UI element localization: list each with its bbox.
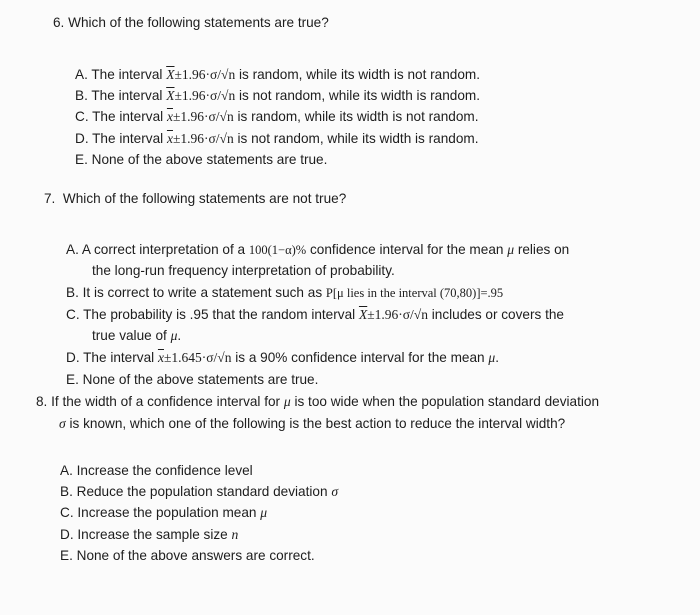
q8-line1-mu: μ [283, 394, 291, 409]
q8-question [36, 393, 599, 411]
q8-d-text: Increase the sample size [77, 527, 232, 542]
q7-e-letter: E. [66, 372, 79, 387]
q8-b-letter: B. [60, 484, 73, 499]
q8-option-a [60, 462, 253, 480]
q6-e-text: None of the above statements are true. [91, 152, 328, 167]
q7-number: 7. [44, 191, 56, 206]
q6-c-var: $\overline{x}$ [166, 109, 173, 124]
q6-c-post: is random, while its width is not random. [233, 109, 479, 124]
q7-d-var: $\overline{x}$ [157, 350, 164, 365]
q8-c-letter: C. [60, 505, 74, 520]
q6-a-var: $\overline{X}$ [166, 67, 175, 82]
q7-d-mu: μ [488, 350, 496, 365]
q6-e-letter: E. [75, 152, 88, 167]
q7-c-mu: μ [170, 328, 178, 343]
q6-d-letter: D. [75, 131, 89, 146]
q6-d-var: $\overline{x}$ [166, 131, 173, 146]
q7-c-var: $\overline{X}$ [358, 307, 368, 322]
q8-option-d [60, 526, 238, 544]
q6-a-pre: The interval [91, 67, 167, 82]
q8-line1a: If the width of a confidence interval for [51, 394, 284, 409]
q7-question [44, 190, 346, 208]
q7-b-text: It is correct to write a statement such as [82, 285, 326, 300]
q6-a-post: is random, while its width is not random. [235, 67, 481, 82]
q8-c-text: Increase the population mean [77, 505, 261, 520]
q7-a-mu: μ [507, 242, 515, 257]
q6-d-expr: ±1.96·σ/√n [172, 131, 234, 146]
q8-a-text: Increase the confidence level [76, 463, 253, 478]
q7-a-math: 100(1−α)% [248, 243, 307, 257]
q6-text: Which of the following statements are true? [68, 15, 329, 30]
q7-a-text3: relies on [514, 242, 570, 257]
q8-line1b: is too wide when the population standard deviation [290, 394, 600, 409]
q8-option-e [60, 547, 315, 565]
q7-c-text1: The probability is .95 that the random interval [83, 307, 359, 322]
q6-number: 6. [53, 15, 65, 30]
q8-e-text: None of the above answers are correct. [76, 548, 315, 563]
q6-option-c [75, 108, 479, 126]
q6-option-d [75, 130, 479, 148]
q6-c-letter: C. [75, 109, 89, 124]
q8-d-letter: D. [60, 527, 74, 542]
q6-c-expr: ±1.96·σ/√n [172, 109, 234, 124]
q6-c-pre: The interval [92, 109, 167, 124]
q7-option-e [66, 371, 318, 389]
q6-option-e [75, 151, 327, 169]
q6-question [53, 14, 329, 32]
q7-d-letter: D. [66, 350, 80, 365]
q7-option-b [66, 284, 503, 302]
q8-line2: is known, which one of the following is the best action to reduce the interval width? [65, 416, 566, 431]
q8-line2-sigma: σ [59, 416, 66, 431]
q8-b-sym: σ [331, 484, 339, 499]
q8-b-text: Reduce the population standard deviation [76, 484, 332, 499]
q7-text: Which of the following statements are not true? [62, 191, 347, 206]
q6-b-var: $\overline{X}$ [166, 88, 175, 103]
q7-option-d [66, 349, 499, 367]
q7-option-c [66, 306, 564, 324]
q8-d-sym: n [231, 527, 239, 542]
q6-option-a [75, 66, 480, 84]
q6-option-b [75, 87, 480, 105]
q7-d-end: . [495, 350, 499, 365]
q6-b-letter: B. [75, 88, 88, 103]
q7-c-line2-text: true value of [92, 328, 171, 343]
q7-option-c-line2 [92, 327, 181, 345]
q8-question-line2 [59, 415, 565, 433]
q7-c-letter: C. [66, 307, 80, 322]
q6-a-letter: A. [75, 67, 88, 82]
q8-option-b [60, 483, 338, 501]
q7-d-expr: ±1.645·σ/√n [163, 350, 232, 365]
q7-b-letter: B. [66, 285, 79, 300]
q6-b-post: is not random, while its width is random. [235, 88, 481, 103]
q7-d-text1: The interval [83, 350, 158, 365]
q6-d-post: is not random, while its width is random. [233, 131, 479, 146]
q7-c-expr: ±1.96·σ/√n [367, 307, 428, 322]
q6-d-pre: The interval [92, 131, 167, 146]
q7-option-a [66, 241, 569, 259]
q8-option-c [60, 504, 267, 522]
q7-c-end: . [177, 328, 182, 343]
q6-b-expr: ±1.96·σ/√n [174, 88, 236, 103]
q7-a-text2: confidence interval for the mean [306, 242, 508, 257]
q6-a-expr: ±1.96·σ/√n [174, 67, 236, 82]
q8-a-letter: A. [60, 463, 73, 478]
q7-d-text2: is a 90% confidence interval for the mean [231, 350, 489, 365]
q7-e-text: None of the above statements are true. [82, 372, 319, 387]
q7-a-letter: A. [66, 242, 79, 257]
q7-option-a-line2: the long-run frequency interpretation of probability. [92, 263, 395, 278]
q7-b-math: P[μ lies in the interval (70,80)]=.95 [325, 286, 504, 300]
q7-a-text1: A correct interpretation of a [81, 242, 249, 257]
q8-c-sym: μ [260, 505, 268, 520]
q8-e-letter: E. [60, 548, 73, 563]
q8-number: 8. [36, 394, 48, 409]
q7-c-text2: includes or covers the [427, 307, 564, 322]
q6-b-pre: The interval [91, 88, 167, 103]
